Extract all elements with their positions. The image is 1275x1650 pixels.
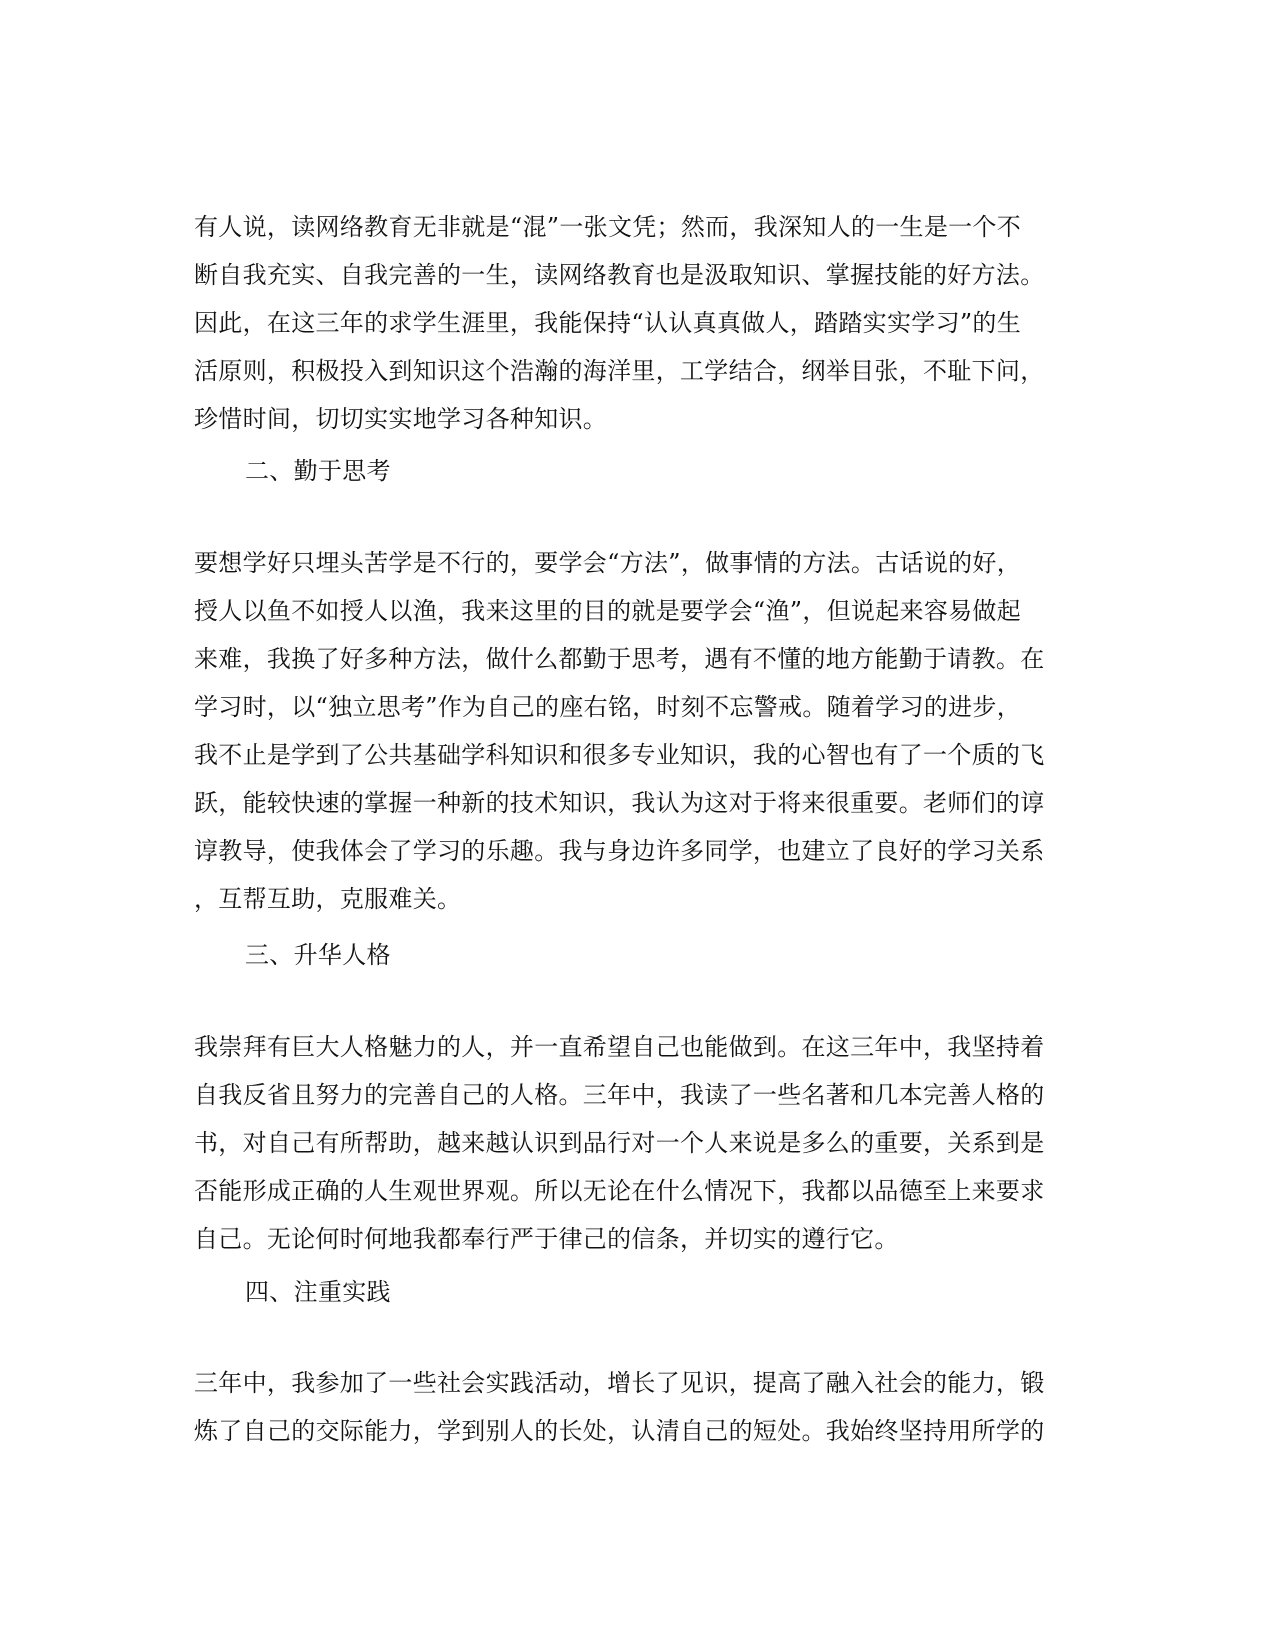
text-line: 我不止是学到了公共基础学科知识和很多专业知识，我的心智也有了一个质的飞 bbox=[194, 741, 1045, 769]
text-line: 三年中，我参加了一些社会实践活动，增长了见识，提高了融入社会的能力，锻 bbox=[194, 1369, 1045, 1397]
text-line: 有人说，读网络教育无非就是“混”一张文凭；然而，我深知人的一生是一个不 bbox=[194, 213, 1022, 241]
paragraph-thinking bbox=[194, 539, 1074, 923]
section-heading-thinking: 二、勤于思考 bbox=[245, 457, 391, 485]
text-line: 要想学好只埋头苦学是不行的，要学会“方法”，做事情的方法。古话说的好， bbox=[194, 549, 1022, 577]
text-line: 谆教导，使我体会了学习的乐趣。我与身边许多同学，也建立了良好的学习关系 bbox=[194, 837, 1045, 865]
text-line: 自己。无论何时何地我都奉行严于律己的信条，并切实的遵行它。 bbox=[194, 1225, 899, 1253]
text-line: 跃，能较快速的掌握一种新的技术知识，我认为这对于将来很重要。老师们的谆 bbox=[194, 789, 1045, 817]
paragraph-self-study bbox=[194, 203, 1074, 443]
text-line: 自我反省且努力的完善自己的人格。三年中，我读了一些名著和几本完善人格的 bbox=[194, 1081, 1045, 1109]
paragraph-character bbox=[194, 1023, 1074, 1263]
text-line: 我崇拜有巨大人格魅力的人，并一直希望自己也能做到。在这三年中，我坚持着 bbox=[194, 1033, 1045, 1061]
text-line: ，互帮互助，克服难关。 bbox=[194, 885, 462, 913]
section-heading-character: 三、升华人格 bbox=[245, 941, 391, 969]
text-line: 炼了自己的交际能力，学到别人的长处，认清自己的短处。我始终坚持用所学的 bbox=[194, 1417, 1045, 1445]
text-line: 授人以鱼不如授人以渔，我来这里的目的就是要学会“渔”，但说起来容易做起 bbox=[194, 597, 1022, 625]
text-line: 否能形成正确的人生观世界观。所以无论在什么情况下，我都以品德至上来要求 bbox=[194, 1177, 1045, 1205]
text-line: 珍惜时间，切切实实地学习各种知识。 bbox=[194, 405, 608, 433]
paragraph-practice bbox=[194, 1359, 1074, 1455]
text-line: 因此，在这三年的求学生涯里，我能保持“认认真真做人，踏踏实实学习”的生 bbox=[194, 309, 1022, 337]
text-line: 断自我充实、自我完善的一生，读网络教育也是汲取知识、掌握技能的好方法。 bbox=[194, 261, 1045, 289]
section-heading-practice: 四、注重实践 bbox=[245, 1278, 391, 1306]
text-line: 书，对自己有所帮助，越来越认识到品行对一个人来说是多么的重要，关系到是 bbox=[194, 1129, 1045, 1157]
text-line: 来难，我换了好多种方法，做什么都勤于思考，遇有不懂的地方能勤于请教。在 bbox=[194, 645, 1045, 673]
text-line: 学习时，以“独立思考”作为自己的座右铭，时刻不忘警戒。随着学习的进步， bbox=[194, 693, 1022, 721]
text-line: 活原则，积极投入到知识这个浩瀚的海洋里，工学结合，纲举目张，不耻下问， bbox=[194, 357, 1045, 385]
